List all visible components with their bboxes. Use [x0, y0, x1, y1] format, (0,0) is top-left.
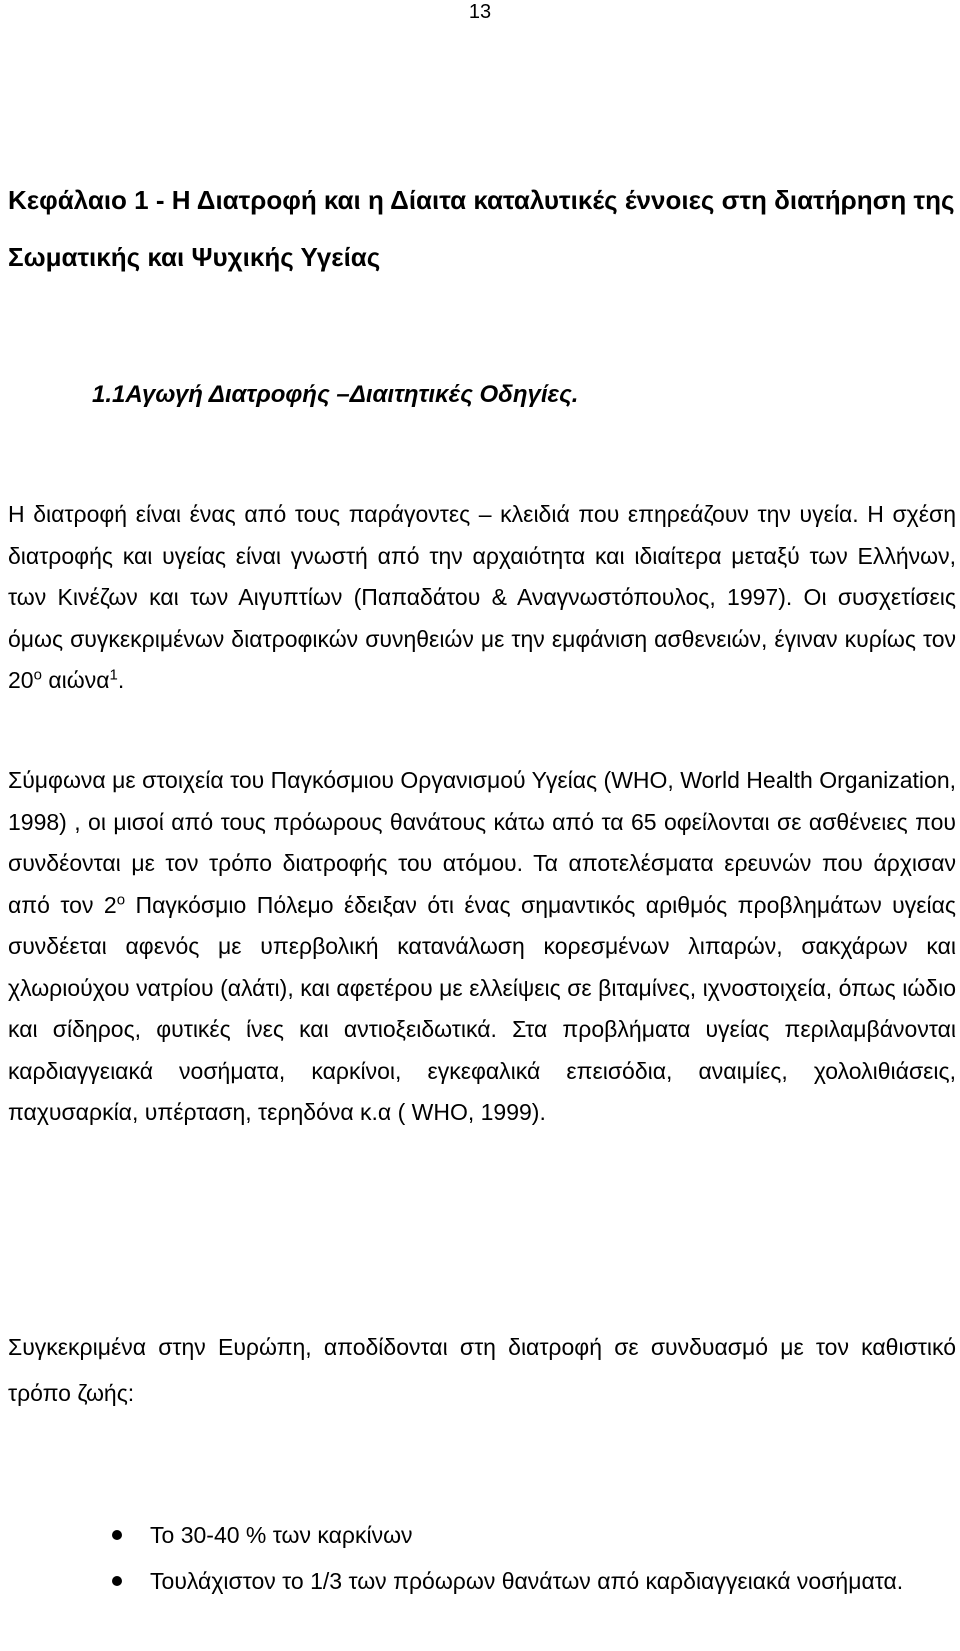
list-item: Το 30-40 % των καρκίνων [0, 1512, 960, 1558]
paragraph-intro: Η διατροφή είναι ένας από τους παράγοντες – κλειδιά που επηρεάζουν την υγεία. Η σχέση διατροφής και υγείας είναι γνωστή από την αρχαιότητα και ιδιαίτερα μεταξύ των Ελλήνων, των Κινέζων και των Αιγυπτίων (Παπαδάτου & Αναγνωστόπουλος, 1997). Οι συσχετίσεις όμως συγκεκριμένων διατροφικών συνηθειών με την εμφάνιση ασθενειών, έγιναν κυρίως τον $20^o$ αιώνα$^1$. [8, 501, 956, 693]
bullet-list [0, 1512, 960, 1604]
page-number: 13 [468, 1, 492, 23]
bullet-icon [112, 1576, 122, 1586]
section-heading: 1.1Αγωγή Διατροφής –Διαιτητικές Οδηγίες. [92, 381, 579, 408]
paragraph-who: Σύμφωνα με στοιχεία του Παγκόσμιου Οργανισμού Υγείας (WHO, World Health Organization, 1998) , οι μισοί από τους πρόωρους θανάτους κάτω από τα 65 οφείλονται σε ασθένειες που συνδέονται με τον τρόπο διατροφής του ατόμου. Τα αποτελέσματα ερευνών που άρχισαν από τον $2^o$ Παγκόσμιο Πόλεμο έδειξαν ότι ένας σημαντικός αριθμός προβλημάτων υγείας συνδέεται αφενός με υπερβολική κατανάλωση κορεσμένων λιπαρών, σακχάρων και χλωριούχου νατρίου (αλάτι), και αφετέρου με ελλείψεις σε βιταμίνες, ιχνοστοιχεία, όπως ιώδιο και σίδηρος, φυτικές ίνες και αντιοξειδωτικά. Στα προβλήματα υγείας περιλαμβάνονται καρδιαγγειακά νοσήματα, καρκίνοι, εγκεφαλικά επεισόδια, αναιμίες, χολολιθιάσεις, παχυσαρκία, υπέρταση, τερηδόνα κ.α ( WHO, 1999). [8, 767, 956, 1125]
bullet-icon [112, 1530, 122, 1540]
paragraph-europe: Συγκεκριμένα στην Ευρώπη, αποδίδονται στη διατροφή σε συνδυασμό με τον καθιστικό τρόπο ζωής: [8, 1334, 956, 1406]
list-item: Τουλάχιστον το 1/3 των πρόωρων θανάτων από καρδιαγγειακά νοσήματα. [0, 1558, 960, 1604]
superscript: ο [33, 666, 42, 684]
chapter-title: Κεφάλαιο 1 - Η Διατροφή και η Δίαιτα καταλυτικές έννοιες στη διατήρηση της Σωματικής και Ψυχικής Υγείας [8, 185, 955, 272]
footnote-ref: 1 [109, 666, 118, 684]
superscript: ο [116, 890, 126, 908]
